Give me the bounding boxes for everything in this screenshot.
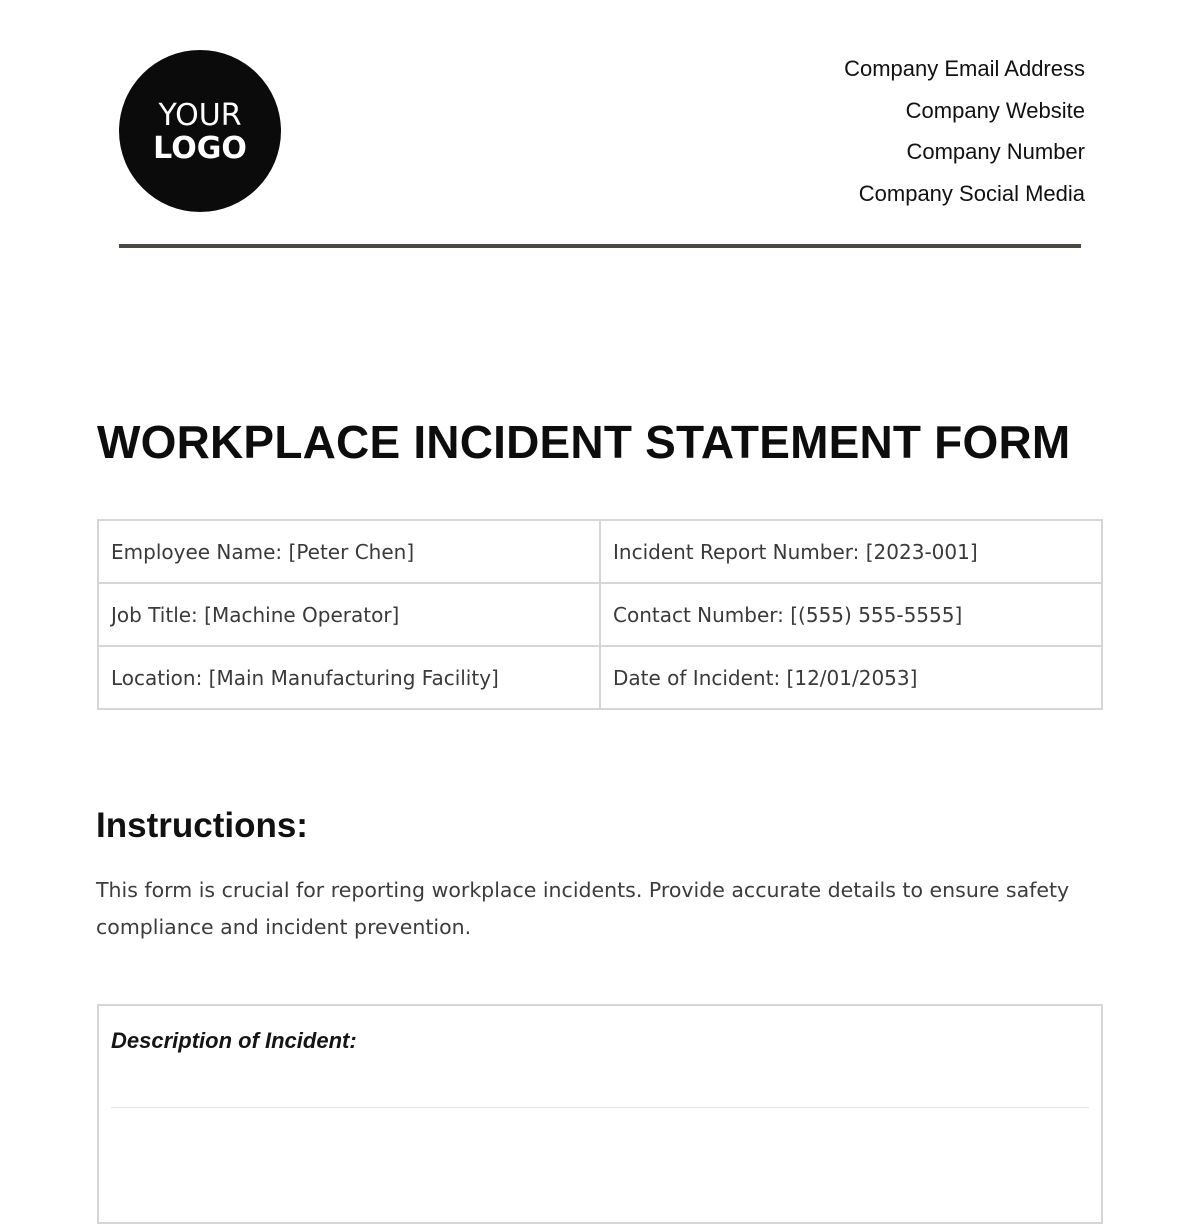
company-contact-block — [844, 55, 1085, 221]
company-email: Company Email Address — [844, 56, 1085, 81]
company-website: Company Website — [905, 97, 1085, 123]
company-logo — [119, 50, 281, 212]
logo-text-line1: YOUR — [158, 97, 242, 133]
date-of-incident-field[interactable]: Date of Incident: [12/01/2053] — [600, 646, 1102, 709]
job-title-field[interactable]: Job Title: [Machine Operator] — [98, 583, 600, 646]
employee-name-field[interactable]: Employee Name: [Peter Chen] — [98, 520, 600, 583]
location-field[interactable]: Location: [Main Manufacturing Facility] — [98, 646, 600, 709]
company-number: Company Number — [906, 139, 1085, 164]
logo-text-line2: LOGO — [153, 130, 247, 166]
employee-info-table — [97, 519, 1103, 710]
incident-description-box[interactable] — [97, 1004, 1103, 1224]
header-divider — [119, 244, 1081, 248]
description-writing-line — [111, 1107, 1089, 1108]
contact-number-field[interactable]: Contact Number: [(555) 555-5555] — [600, 583, 1102, 646]
table-row — [98, 520, 1102, 583]
instructions-text: This form is crucial for reporting workplace incidents. Provide accurate details to ensure safety compliance and incident prevention. — [96, 878, 1070, 939]
incident-report-number-field[interactable]: Incident Report Number: [2023-001] — [600, 520, 1102, 583]
page-title: WORKPLACE INCIDENT STATEMENT FORM — [97, 416, 1071, 468]
incident-description-label: Description of Incident: — [111, 1028, 357, 1053]
instructions-heading: Instructions: — [96, 806, 308, 845]
table-row — [98, 646, 1102, 709]
table-row — [98, 583, 1102, 646]
company-social-media: Company Social Media — [858, 180, 1085, 206]
